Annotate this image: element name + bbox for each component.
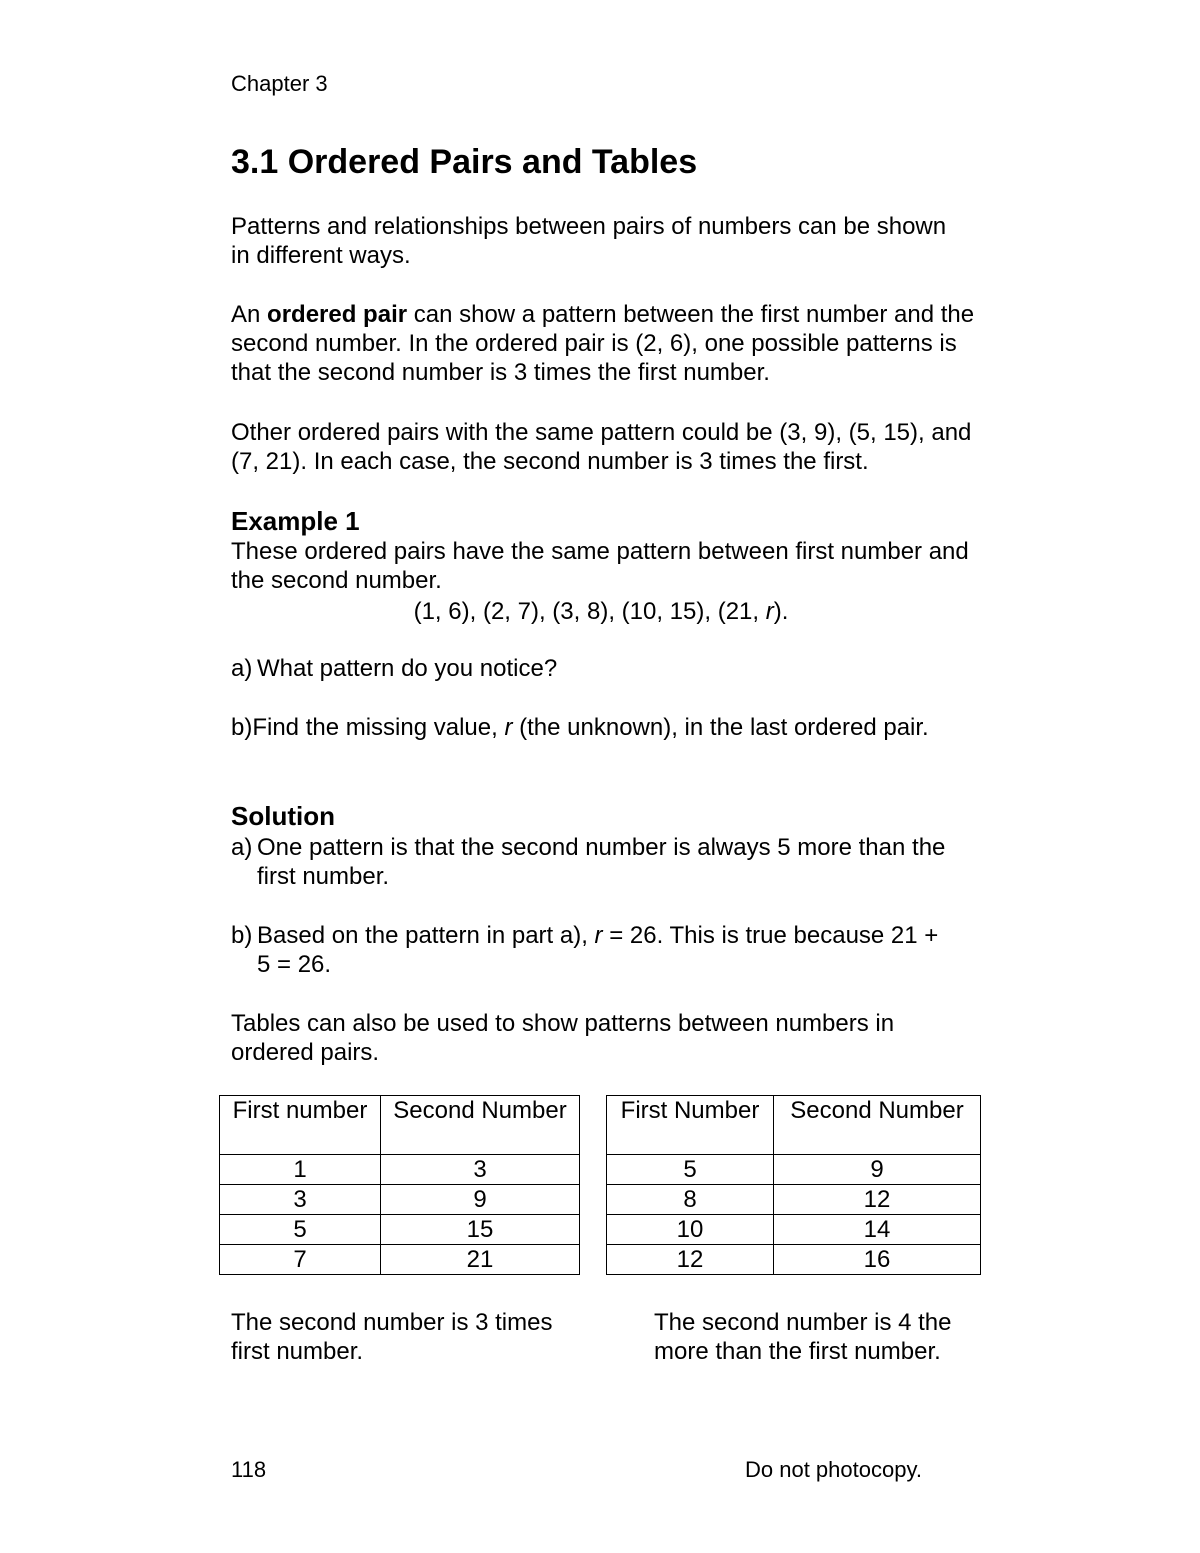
column-header-second: Second Number	[774, 1096, 981, 1155]
solution-a-label: a)	[231, 834, 253, 861]
solution-a-text: One pattern is that the second number is always 5 more than the first number.	[257, 834, 946, 890]
table-plus-four	[606, 1095, 981, 1275]
solution-b	[231, 921, 951, 979]
solution-b-text-end: = 26. This is true because 21 + 5 = 26.	[257, 922, 939, 978]
table-cell: 9	[381, 1185, 580, 1215]
question-a	[231, 654, 976, 683]
table-row	[220, 1185, 580, 1215]
chapter-header: Chapter 3	[231, 71, 328, 96]
column-header-second: Second Number	[381, 1096, 580, 1155]
example-pairs	[231, 597, 971, 626]
table-cell: 3	[220, 1185, 381, 1215]
intro-paragraph: Patterns and relationships between pairs of numbers can be shown in different ways.	[231, 213, 947, 269]
example-text: These ordered pairs have the same pattern between first number and the second number.	[231, 538, 969, 594]
table-row	[607, 1215, 981, 1245]
solution-b-text	[257, 921, 951, 979]
table-row	[607, 1245, 981, 1275]
table-row	[607, 1155, 981, 1185]
table-row	[220, 1245, 580, 1275]
table-cell: 15	[381, 1215, 580, 1245]
section-title: 3.1 Ordered Pairs and Tables	[231, 143, 698, 181]
column-header-first: First number	[220, 1096, 381, 1155]
question-b-label: b)	[231, 714, 253, 741]
tables-intro: Tables can also be used to show patterns between numbers in ordered pairs.	[231, 1010, 895, 1066]
question-b-text: Find the missing value,	[252, 714, 505, 741]
question-b	[231, 713, 951, 742]
pairs-prefix: (1, 6), (2, 7), (3, 8), (10, 15), (21,	[413, 598, 766, 625]
table-cell: 21	[381, 1245, 580, 1275]
question-a-label: a)	[231, 655, 253, 682]
ordered-pair-paragraph	[231, 300, 976, 387]
solution-heading: Solution	[231, 801, 335, 831]
variable-r: r	[504, 714, 513, 741]
column-header-first: First Number	[607, 1096, 774, 1155]
table-cell: 16	[774, 1245, 981, 1275]
table-cell: 12	[774, 1185, 981, 1215]
table-cell: 9	[774, 1155, 981, 1185]
table-cell: 5	[607, 1155, 774, 1185]
table-header-row	[220, 1096, 580, 1155]
term-ordered-pair: ordered pair	[267, 301, 408, 328]
table-cell: 5	[220, 1215, 381, 1245]
copyright-notice: Do not photocopy.	[745, 1457, 922, 1482]
table2-caption: The second number is 4 the more than the first number.	[654, 1309, 952, 1365]
table-cell: 8	[607, 1185, 774, 1215]
table1-caption: The second number is 3 times first number.	[231, 1309, 553, 1365]
text-span: can show a pattern between the first number and the second number. In the ordered pair is (2, 6), one possible patterns is that the second number is 3 times the first number.	[231, 301, 975, 386]
table-cell: 14	[774, 1215, 981, 1245]
other-pairs-paragraph: Other ordered pairs with the same pattern could be (3, 9), (5, 15), and (7, 21). In each case, the second number is 3 times the first.	[231, 419, 972, 475]
variable-r: r	[765, 598, 774, 625]
solution-b-label: b)	[231, 922, 253, 949]
table-times-three	[219, 1095, 580, 1275]
table-row	[220, 1155, 580, 1185]
table-cell: 10	[607, 1215, 774, 1245]
table-header-row	[607, 1096, 981, 1155]
example-heading: Example 1	[231, 506, 360, 536]
table-row	[607, 1185, 981, 1215]
variable-r: r	[594, 922, 603, 949]
table-cell: 3	[381, 1155, 580, 1185]
table-row	[220, 1215, 580, 1245]
table-cell: 12	[607, 1245, 774, 1275]
question-a-text: What pattern do you notice?	[257, 655, 558, 682]
question-b-text-end: (the unknown), in the last ordered pair.	[512, 714, 929, 741]
table-cell: 1	[220, 1155, 381, 1185]
page-number: 118	[231, 1457, 267, 1482]
solution-a	[231, 833, 951, 891]
solution-b-text-start: Based on the pattern in part a),	[257, 922, 595, 949]
text-span: An	[231, 301, 268, 328]
table-cell: 7	[220, 1245, 381, 1275]
pairs-suffix: ).	[773, 598, 789, 625]
